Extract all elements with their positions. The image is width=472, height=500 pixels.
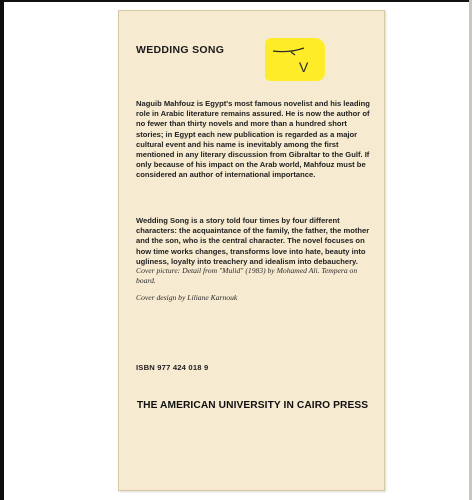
- sticker-mark-icon: [271, 42, 321, 78]
- scan-top-edge: [0, 0, 472, 2]
- cover-design-credit: Cover design by Liliane Karnouk: [136, 293, 238, 302]
- book-back-cover: [118, 10, 385, 491]
- scan-left-edge: [0, 0, 4, 500]
- cover-picture-credit: Cover picture: Detail from "Mulid" (1983) by Mohamed Ali. Tempera on board.: [136, 266, 358, 285]
- publisher: THE AMERICAN UNIVERSITY IN CAIRO PRESS: [136, 400, 369, 411]
- synopsis-paragraph: Wedding Song is a story told four times by four different characters: the acquaintance of the family, the father, the mother and the son, who is the central character. The novel focuses on how time works changes, transforms love into hate, beauty into ugliness, loyalty into treachery and idealism into debauchery.: [136, 216, 370, 266]
- sticker-mark: V: [299, 59, 309, 75]
- price-sticker: [265, 38, 325, 81]
- author-paragraph: Naguib Mahfouz is Egypt's most famous novelist and his leading role in Arabic literature remains assured. He is now the author of no fewer than thirty novels and more than a hundred short stories; in Egypt each new publication is regarded as a major cultural event and his name is inevitably among the first mentioned in any literary discussion from Gibraltar to the Gulf. If only because of his impact on the Arab world, Mahfouz must be considered an author of international importance.: [136, 99, 370, 180]
- isbn: ISBN 977 424 018 9: [136, 363, 209, 372]
- book-title: WEDDING SONG: [136, 44, 225, 56]
